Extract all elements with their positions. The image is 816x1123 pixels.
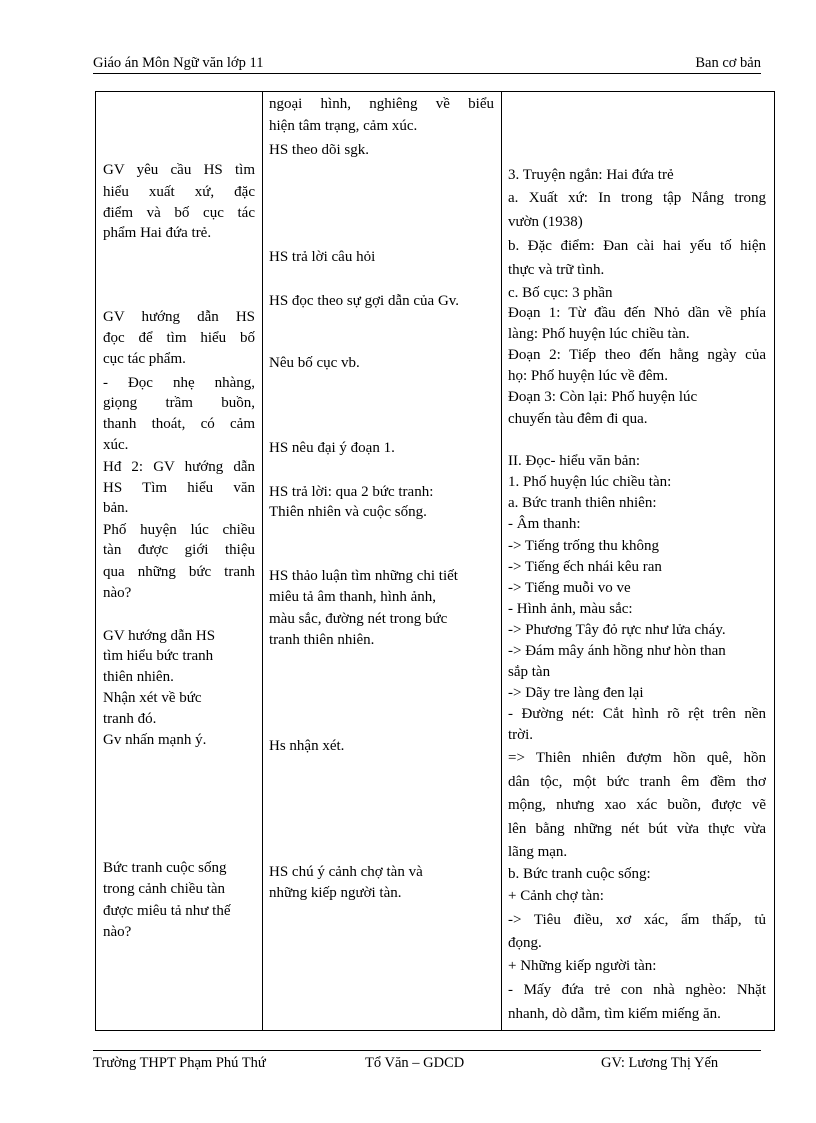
table-text-line: qua những bức tranh bbox=[103, 564, 255, 580]
table-text-line: a. Bức tranh thiên nhiên: bbox=[508, 495, 657, 511]
table-text-line: phẩm Hai đứa trẻ. bbox=[103, 225, 212, 241]
table-text-line: HS trả lời: qua 2 bức tranh: bbox=[269, 484, 434, 500]
table-text-line: + Cảnh chợ tàn: bbox=[508, 888, 604, 904]
table-text-line: vườn (1938) bbox=[508, 214, 583, 230]
table-text-line: những kiếp người tàn. bbox=[269, 885, 402, 901]
table-text-line: - Mấy đứa trẻ con nhà nghèo: Nhặt bbox=[508, 982, 766, 998]
table-text-line: -> Dãy tre làng đen lại bbox=[508, 685, 644, 701]
table-text-line: chuyến tàu đêm đi qua. bbox=[508, 411, 648, 427]
table-text-line: GV hướng dẫn HS bbox=[103, 309, 255, 325]
table-text-line: Nhận xét về bức bbox=[103, 690, 202, 706]
table-text-line: Đoạn 1: Từ đầu đến Nhỏ dần về phía bbox=[508, 305, 766, 321]
table-text-line: II. Đọc- hiểu văn bản: bbox=[508, 453, 641, 469]
table-text-line: -> Tiếng trống thu không bbox=[508, 538, 659, 554]
table-text-line: a. Xuất xứ: In trong tập Nắng trong bbox=[508, 190, 766, 206]
table-text-line: - Hình ảnh, màu sắc: bbox=[508, 601, 633, 617]
table-text-line: -> Phương Tây đỏ rực như lửa cháy. bbox=[508, 622, 726, 638]
table-text-line: - Đọc nhẹ nhàng, bbox=[103, 375, 255, 391]
table-text-line: điểm và bố cục tác bbox=[103, 205, 255, 221]
table-text-line: giọng trầm buồn, bbox=[103, 395, 255, 411]
table-text-line: Bức tranh cuộc sống bbox=[103, 860, 227, 876]
table-text-line: thực và trữ tình. bbox=[508, 262, 605, 278]
header-level: Ban cơ bản bbox=[695, 55, 761, 71]
table-text-line: tìm hiểu bức tranh bbox=[103, 648, 214, 664]
table-text-line: hiện tâm trạng, cảm xúc. bbox=[269, 118, 418, 134]
table-text-line: xúc. bbox=[103, 437, 129, 453]
table-text-line: GV yêu cầu HS tìm bbox=[103, 162, 255, 178]
table-text-line: thanh thoát, có cảm bbox=[103, 416, 255, 432]
table-text-line: -> Tiếng ếch nhái kêu ran bbox=[508, 559, 662, 575]
table-text-line: -> Tiêu điều, xơ xác, ẩm thấp, tủ bbox=[508, 912, 766, 928]
table-text-line: trong cảnh chiều tàn bbox=[103, 881, 226, 897]
table-text-line: GV hướng dẫn HS bbox=[103, 628, 216, 644]
table-text-line: lên bằng những nét bút vừa thực vừa bbox=[508, 821, 766, 837]
table-text-line: + Những kiếp người tàn: bbox=[508, 958, 657, 974]
table-text-line: miêu tả âm thanh, hình ảnh, bbox=[269, 589, 437, 605]
footer-school: Trường THPT Phạm Phú Thứ bbox=[93, 1055, 266, 1071]
table-text-line: nào? bbox=[103, 924, 132, 940]
column-divider bbox=[262, 92, 263, 1030]
table-text-line: trời. bbox=[508, 727, 534, 743]
table-text-line: HS Tìm hiểu văn bbox=[103, 480, 255, 496]
table-text-line: 1. Phố huyện lúc chiều tàn: bbox=[508, 474, 672, 490]
table-text-line: Nêu bố cục vb. bbox=[269, 355, 360, 371]
table-text-line: tranh thiên nhiên. bbox=[269, 632, 375, 648]
table-text-line: được miêu tả như thế bbox=[103, 903, 231, 919]
table-text-line: Thiên nhiên và cuộc sống. bbox=[269, 504, 427, 520]
page-footer bbox=[93, 1050, 761, 1073]
table-text-line: nhanh, dò dẫm, tìm kiếm miếng ăn. bbox=[508, 1006, 721, 1022]
table-text-line: HS nêu đại ý đoạn 1. bbox=[269, 440, 395, 456]
table-text-line: tranh đó. bbox=[103, 711, 157, 727]
footer-teacher: GV: Lương Thị Yến bbox=[601, 1055, 719, 1071]
table-text-line: sắp tàn bbox=[508, 664, 551, 680]
table-text-line: cục tác phẩm. bbox=[103, 351, 186, 367]
table-text-line: HS thảo luận tìm những chi tiết bbox=[269, 568, 458, 584]
table-text-line: dân tộc, một bức tranh êm đềm thơ bbox=[508, 774, 766, 790]
table-text-line: làng: Phố huyện lúc chiều tàn. bbox=[508, 326, 690, 342]
table-text-line: Đoạn 3: Còn lại: Phố huyện lúc bbox=[508, 389, 698, 405]
table-text-line: đọc để tìm hiểu bố bbox=[103, 330, 255, 346]
table-text-line: 3. Truyện ngắn: Hai đứa trẻ bbox=[508, 167, 674, 183]
table-text-line: b. Đặc điểm: Đan cài hai yếu tố hiện bbox=[508, 238, 766, 254]
table-text-line: đọng. bbox=[508, 935, 542, 951]
table-text-line: lãng mạn. bbox=[508, 844, 568, 860]
table-text-line: -> Tiếng muỗi vo ve bbox=[508, 580, 631, 596]
table-text-line: HS đọc theo sự gợi dẫn của Gv. bbox=[269, 293, 460, 309]
table-text-line: Đoạn 2: Tiếp theo đến hằng ngày của bbox=[508, 347, 766, 363]
table-text-line: nào? bbox=[103, 585, 132, 601]
table-text-line: -> Đám mây ánh hồng như hòn than bbox=[508, 643, 726, 659]
table-text-line: HS theo dõi sgk. bbox=[269, 142, 370, 158]
table-text-line: Hđ 2: GV hướng dẫn bbox=[103, 459, 255, 475]
table-text-line: Phố huyện lúc chiều bbox=[103, 522, 255, 538]
table-text-line: mộng, nhưng xao xác buồn, được vẽ bbox=[508, 797, 766, 813]
header-subject: Giáo án Môn Ngữ văn lớp 11 bbox=[93, 55, 264, 71]
table-text-line: c. Bố cục: 3 phần bbox=[508, 285, 613, 301]
column-divider bbox=[501, 92, 502, 1030]
table-text-line: thiên nhiên. bbox=[103, 669, 174, 685]
table-text-line: - Đường nét: Cắt hình rõ rệt trên nền bbox=[508, 706, 766, 722]
table-text-line: HS trả lời câu hỏi bbox=[269, 249, 376, 265]
page-header bbox=[93, 55, 761, 74]
table-text-line: => Thiên nhiên đượm hồn quê, hồn bbox=[508, 750, 766, 766]
table-text-line: Gv nhấn mạnh ý. bbox=[103, 732, 207, 748]
table-text-line: tàn được giới thiệu bbox=[103, 542, 255, 558]
table-text-line: ngoại hình, nghiêng về biểu bbox=[269, 96, 494, 112]
table-text-line: bản. bbox=[103, 500, 129, 516]
table-text-line: HS chú ý cảnh chợ tàn và bbox=[269, 864, 423, 880]
table-text-line: màu sắc, đường nét trong bức bbox=[269, 611, 448, 627]
table-text-line: Hs nhận xét. bbox=[269, 738, 345, 754]
table-text-line: họ: Phố huyện lúc về đêm. bbox=[508, 368, 668, 384]
table-text-line: hiểu xuất xứ, đặc bbox=[103, 184, 255, 200]
lesson-table bbox=[95, 91, 775, 1031]
footer-department: Tổ Văn – GDCD bbox=[365, 1055, 465, 1071]
table-text-line: - Âm thanh: bbox=[508, 516, 581, 532]
table-text-line: b. Bức tranh cuộc sống: bbox=[508, 866, 651, 882]
